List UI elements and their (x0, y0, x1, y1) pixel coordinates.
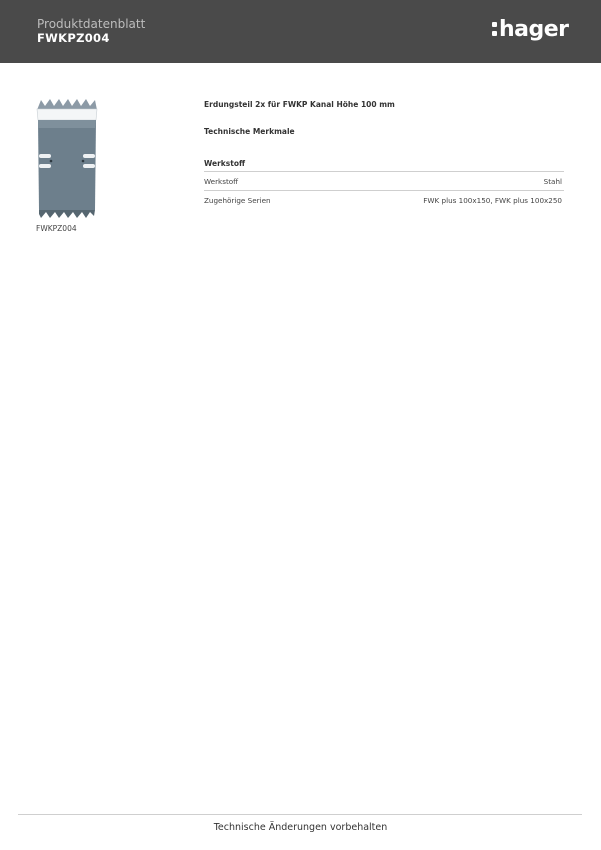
footer-divider (18, 814, 582, 815)
image-caption: FWKPZ004 (36, 224, 77, 233)
logo-dots-icon (492, 18, 498, 38)
spec-value: FWK plus 100x150, FWK plus 100x250 (423, 196, 562, 205)
spec-label: Werkstoff (204, 177, 239, 186)
spec-value: Stahl (543, 177, 562, 186)
hager-logo (492, 16, 569, 44)
spec-label: Zugehörige Serien (204, 196, 271, 205)
earthing-plate-icon (35, 98, 99, 220)
product-code: FWKPZ004 (37, 31, 110, 45)
table-row (204, 171, 564, 190)
group-title: Werkstoff (204, 159, 246, 168)
page-header (0, 0, 601, 63)
table-row (204, 190, 564, 209)
product-title: Erdungsteil 2x für FWKP Kanal Höhe 100 mm (204, 100, 395, 109)
footer-text: Technische Änderungen vorbehalten (213, 822, 388, 833)
spec-table (204, 171, 564, 209)
section-title: Technische Merkmale (204, 127, 295, 136)
document-type: Produktdatenblatt (37, 17, 146, 31)
logo-text: hager (499, 17, 569, 42)
